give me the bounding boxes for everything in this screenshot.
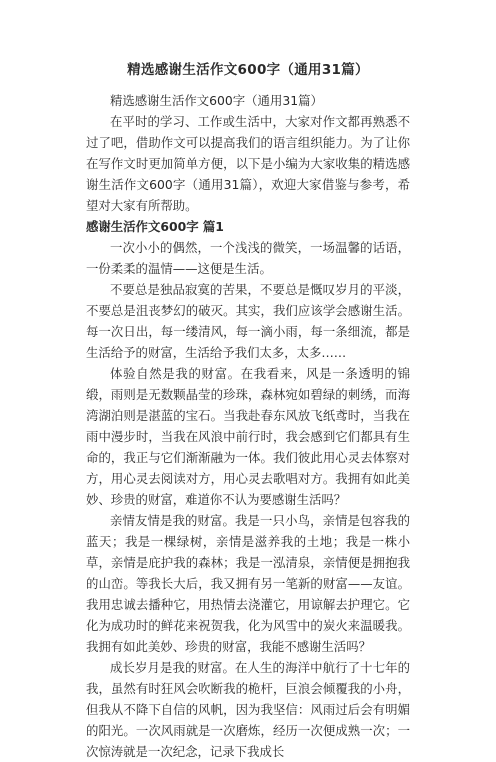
body-paragraph-1: 一次小小的偶然，一个浅浅的微笑，一场温馨的话语，一份柔柔的温情——这便是生活。	[86, 240, 410, 276]
document-title: 精选感谢生活作文600字（通用31篇）	[127, 62, 369, 78]
section-heading: 感谢生活作文600字 篇1	[86, 219, 224, 234]
body-paragraph-2: 不要总是独品寂寞的苦果，不要总是慨叹岁月的平淡，不要总是沮丧梦幻的破灭。其实，我们应该学会感谢生活。每一次日出，每一缕清风，每一滴小雨，每一条细流，都是生活给予的财富，生活给予我们太多，太多……	[86, 282, 410, 360]
intro-paragraph: 在平时的学习、工作或生活中，大家对作文都再熟悉不过了吧，借助作文可以提高我们的语言组织能力。为了让你在写作文时更加简单方便，以下是小编为大家收集的精选感谢生活作文600字（通用31篇），欢迎大家借鉴与参考，希望对大家有所帮助。	[86, 114, 410, 213]
body-paragraph-4: 亲情友情是我的财富。我是一只小鸟，亲情是包容我的蓝天；我是一棵绿树，亲情是滋养我的土地；我是一株小草，亲情是庇护我的森林；我是一泓清泉，亲情便是拥抱我的山峦。等我长大后，我又拥有另一笔新的财富——友谊。我用忠诚去播种它，用热情去浇灌它，用谅解去护理它。它化为成功时的鲜花来祝贺我，化为风雪中的炭火来温暖我。我拥有如此美妙、珍贵的财富，我能不感谢生活吗？	[86, 513, 410, 654]
subtitle-paragraph: 精选感谢生活作文600字（通用31篇）	[110, 93, 323, 108]
body-paragraph-5: 成长岁月是我的财富。在人生的海洋中航行了十七年的我，虽然有时狂风会吹断我的桅杆，巨浪会倾覆我的小舟，但我从不降下自信的风帆，因为我坚信：风雨过后会有明媚的阳光。一次风雨就是一次磨炼，经历一次便成熟一次；一次惊涛就是一次纪念，记录下我成长	[86, 660, 410, 759]
body-paragraph-3: 体验自然是我的财富。在我看来，风是一条透明的锦缎，雨则是无数颗晶莹的珍珠，森林宛如碧绿的刺绣，而海湾湖泊则是湛蓝的宝石。当我赴春东风放飞纸鸢时，当我在雨中漫步时，当我在风浪中前行时，我会感到它们都具有生命的，我正与它们渐渐融为一体。我们彼此用心灵去体察对方，用心灵去阅读对方，用心灵去歌唱对方。我拥有如此美妙、珍贵的财富，难道你不认为要感谢生活吗？	[86, 366, 410, 507]
